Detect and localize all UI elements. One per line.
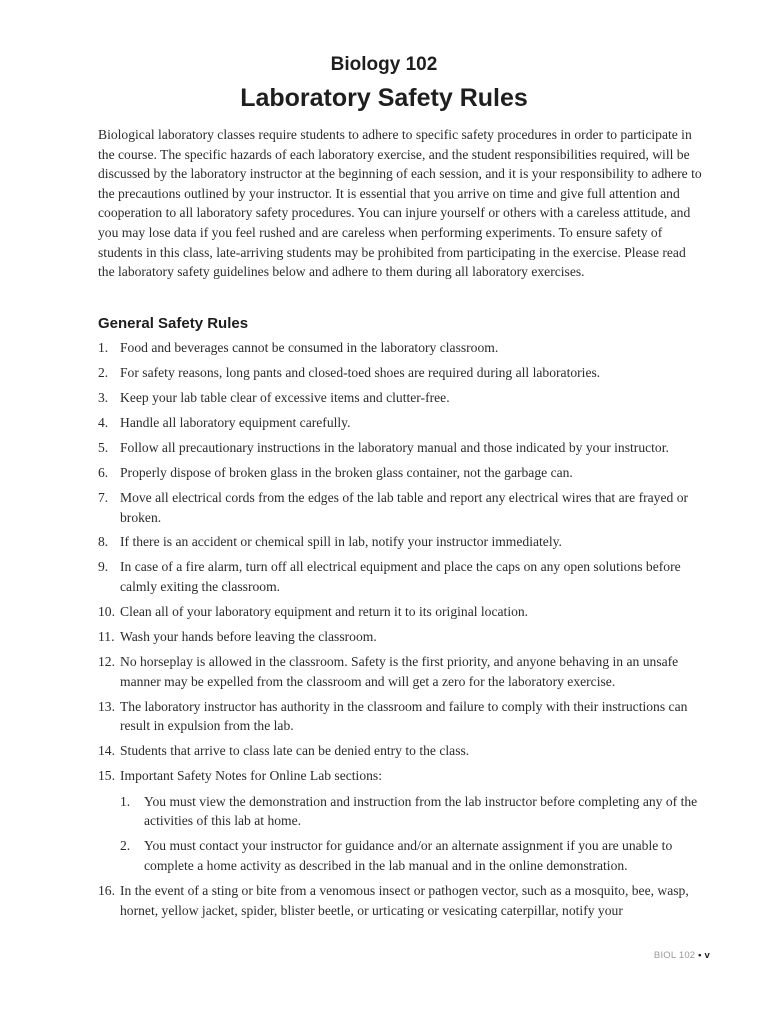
subrule-number: 1. [120, 793, 131, 809]
rule-text: Properly dispose of broken glass in the broken glass container, not the garbage can. [120, 464, 573, 480]
rule-item [98, 627, 702, 647]
rule-number: 3. [98, 389, 109, 405]
rule-text: Wash your hands before leaving the classroom. [120, 629, 377, 645]
rule-number: 7. [98, 489, 109, 505]
rule-item [98, 532, 702, 552]
rule-text: Move all electrical cords from the edges of the lab table and report any electrical wires that are frayed or broken. [120, 489, 689, 525]
footer-separator: • [698, 950, 702, 961]
rule-item [98, 338, 702, 358]
rule-item [98, 697, 702, 736]
rule-item-online-notes [98, 766, 702, 875]
online-notes-list [120, 792, 702, 876]
rule-item [98, 488, 702, 527]
page-footer [654, 950, 710, 961]
rule-item [98, 463, 702, 483]
rule-item [98, 363, 702, 383]
rule-number: 4. [98, 414, 109, 430]
rule-item [98, 741, 702, 761]
rule-text: Important Safety Notes for Online Lab sections: [120, 768, 382, 784]
page-title: Laboratory Safety Rules [240, 84, 528, 112]
rule-text: For safety reasons, long pants and closed-toed shoes are required during all laboratories. [120, 364, 601, 380]
rule-number: 10. [98, 604, 115, 620]
general-safety-rules-list [98, 338, 702, 925]
rule-item [98, 881, 702, 920]
rule-number: 14. [98, 743, 115, 759]
rule-text: The laboratory instructor has authority in the classroom and failure to comply with their instructions can result in expulsion from the lab. [120, 698, 688, 734]
footer-course-code: BIOL 102 [653, 950, 696, 961]
rule-item [98, 602, 702, 622]
subrule-item [120, 836, 702, 875]
subrule-text: You must view the demonstration and instruction from the lab instructor before completing any of the activities of this lab at home. [144, 793, 698, 829]
subrule-text: You must contact your instructor for guidance and/or an alternate assignment if you are unable to complete a home activity as described in the lab manual and in the online demonstration. [144, 838, 673, 873]
course-title: Biology 102 [330, 54, 438, 75]
rule-number: 12. [98, 654, 115, 670]
rule-number: 2. [98, 364, 109, 380]
subrule-item [120, 792, 702, 831]
rule-number: 9. [98, 559, 109, 575]
rule-item [98, 388, 702, 408]
rule-item [98, 438, 702, 458]
rule-number: 8. [98, 534, 109, 550]
rule-text: Keep your lab table clear of excessive items and clutter-free. [120, 389, 450, 405]
subrule-number: 2. [120, 838, 131, 854]
rule-number: 16. [98, 882, 115, 898]
rule-number: 13. [98, 698, 115, 714]
rule-text: Clean all of your laboratory equipment and return it to its original location. [120, 604, 529, 620]
rule-item [98, 652, 702, 691]
rule-text: No horseplay is allowed in the classroom. Safety is the first priority, and anyone behaving in an unsafe manner may be expelled from the classroom and will get a zero for the laboratory exercise. [120, 654, 679, 689]
rule-text: In case of a fire alarm, turn off all electrical equipment and place the caps on any open solutions before calmly exiting the classroom. [120, 559, 681, 595]
rule-text: In the event of a sting or bite from a venomous insect or pathogen vector, such as a mosquito, bee, wasp, hornet, yellow jacket, spider, blister beetle, or urticating or vesicating caterpillar, notify your [120, 882, 689, 918]
page-number: v [704, 950, 710, 961]
rule-number: 11. [98, 629, 115, 645]
rule-text: Food and beverages cannot be consumed in the laboratory classroom. [120, 340, 499, 355]
rule-number: 5. [98, 439, 109, 455]
rule-text: Handle all laboratory equipment carefully. [120, 414, 351, 430]
rule-item [98, 413, 702, 433]
rule-text: Students that arrive to class late can be denied entry to the class. [120, 743, 470, 759]
rule-number: 15. [98, 768, 115, 784]
rule-number: 6. [98, 464, 109, 480]
rule-text: If there is an accident or chemical spill in lab, notify your instructor immediately. [120, 534, 562, 550]
rule-text: Follow all precautionary instructions in the laboratory manual and those indicated by your instructor. [120, 439, 669, 455]
rule-item [98, 557, 702, 596]
intro-paragraph: Biological laboratory classes require students to adhere to specific safety procedures in order to participate in the course. The specific hazards of each laboratory exercise, and the student responsibilities required, will be discussed by the laboratory instructor at the beginning of each session, and it is your responsibility to adhere to the precautions outlined by your instructor. It is essential that you arrive on time and give full attention and cooperation to all laboratory safety procedures. You can injure yourself or others with a careless attitude, and you may lose data if you feel rushed and are careless when performing experiments. To ensure safety of students in this class, late-arriving students may be prohibited from participating in the exercise. Please read the laboratory safety guidelines below and adhere to them during all laboratory exercises. [98, 127, 702, 280]
section-heading-general-safety: General Safety Rules [98, 315, 249, 332]
rule-number: 1. [98, 340, 109, 355]
